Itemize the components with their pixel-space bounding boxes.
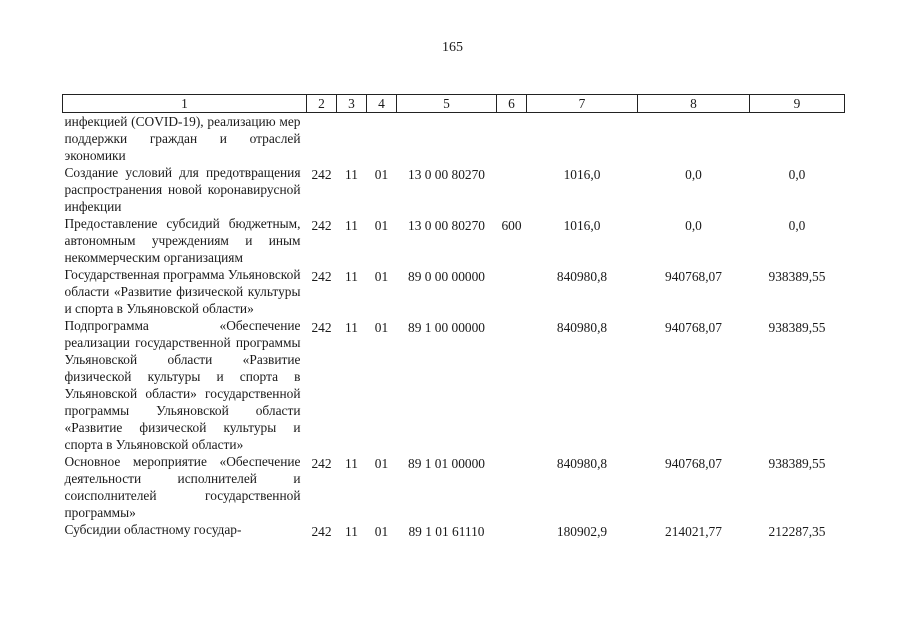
cell-amount-9 [750, 113, 845, 165]
col-header-7: 7 [527, 95, 638, 113]
row-description: Создание условий для предотвращения распространения новой коронавирусной инфекции [64, 165, 301, 214]
cell-amount-8: 940768,07 [665, 320, 722, 335]
cell-amount-9: 0,0 [788, 167, 806, 182]
cell-target-article: 89 1 01 61110 [408, 524, 485, 539]
cell-amount-7: 180902,9 [556, 524, 608, 539]
col-header-1: 1 [63, 95, 307, 113]
row-description: Государственная программа Ульяновской области «Развитие физической культуры и спорта в Ульяновской области» [64, 267, 301, 316]
cell-code-3: 11 [345, 218, 358, 233]
col-header-4: 4 [367, 95, 397, 113]
cell-code-4: 01 [374, 218, 389, 233]
cell-amount-7: 1016,0 [563, 218, 601, 233]
cell-amount-8: 940768,07 [665, 456, 722, 471]
col-header-9: 9 [750, 95, 845, 113]
cell-amount-8 [638, 113, 750, 165]
cell-amount-8: 214021,77 [665, 524, 722, 539]
cell-amount-7: 1016,0 [563, 167, 601, 182]
col-header-5: 5 [397, 95, 497, 113]
cell-amount-7: 840980,8 [556, 320, 608, 335]
cell-code-3: 11 [345, 167, 358, 182]
cell-code-4 [367, 113, 397, 165]
cell-expense-type [497, 164, 527, 215]
cell-code-2 [307, 113, 337, 165]
table-row [63, 164, 845, 215]
cell-amount-9: 938389,55 [768, 269, 826, 284]
cell-target-article [397, 113, 497, 165]
col-header-2: 2 [307, 95, 337, 113]
cell-amount-8: 0,0 [685, 167, 702, 182]
col-header-8: 8 [638, 95, 750, 113]
cell-code-2: 242 [311, 218, 332, 233]
cell-amount-9: 212287,35 [768, 524, 826, 539]
cell-amount-9: 938389,55 [768, 456, 826, 471]
table-row [63, 266, 845, 317]
cell-target-article: 89 0 00 00000 [408, 269, 485, 284]
table-row [63, 113, 845, 165]
row-description: Субсидии областному государ- [64, 522, 242, 537]
cell-code-3: 11 [345, 456, 358, 471]
cell-code-3: 11 [345, 269, 358, 284]
cell-code-3: 11 [345, 320, 358, 335]
row-description: Предоставление субсидий бюджетным, автономным учреждениям и иным некоммерческим организациям [64, 216, 301, 265]
cell-code-2: 242 [311, 269, 332, 284]
row-description: инфекцией (COVID-19), реализацию мер поддержки граждан и отраслей экономики [64, 114, 301, 163]
cell-target-article: 89 1 01 00000 [408, 456, 485, 471]
cell-amount-8: 940768,07 [665, 269, 722, 284]
cell-amount-7 [527, 113, 638, 165]
table-row [63, 317, 845, 453]
cell-expense-type [497, 317, 527, 453]
row-description: Подпрограмма «Обеспечение реализации государственной программы Ульяновской области «Развитие физической культуры и спорта в Ульяновской области» государственной программы Ульяновской области «Развитие физической культуры и спорта в Ульяновской области» [64, 318, 301, 452]
cell-expense-type [497, 453, 527, 521]
cell-code-4: 01 [374, 456, 389, 471]
page-number: 165 [442, 40, 463, 55]
col-header-3: 3 [337, 95, 367, 113]
row-description: Основное мероприятие «Обеспечение деятельности исполнителей и соисполнителей государственной программы» [64, 454, 301, 520]
cell-expense-type [497, 266, 527, 317]
cell-target-article: 13 0 00 80270 [408, 218, 485, 233]
cell-code-3 [337, 113, 367, 165]
budget-table [62, 94, 845, 540]
cell-code-2: 242 [311, 524, 332, 539]
cell-target-article: 89 1 00 00000 [408, 320, 485, 335]
cell-code-2: 242 [311, 456, 332, 471]
cell-code-4: 01 [374, 269, 389, 284]
cell-code-3: 11 [345, 524, 358, 539]
cell-expense-type: 600 [501, 218, 522, 233]
cell-amount-7: 840980,8 [556, 269, 608, 284]
cell-amount-8: 0,0 [685, 218, 702, 233]
cell-expense-type [497, 521, 527, 540]
cell-code-4: 01 [374, 320, 389, 335]
cell-code-2: 242 [311, 167, 332, 182]
cell-code-4: 01 [374, 167, 389, 182]
cell-target-article: 13 0 00 80270 [408, 167, 485, 182]
col-header-6: 6 [497, 95, 527, 113]
cell-expense-type [497, 113, 527, 165]
table-header-row [63, 95, 845, 113]
cell-amount-9: 0,0 [788, 218, 806, 233]
cell-amount-7: 840980,8 [556, 456, 608, 471]
cell-code-4: 01 [374, 524, 389, 539]
table-row [63, 215, 845, 266]
table-row [63, 453, 845, 521]
cell-amount-9: 938389,55 [768, 320, 826, 335]
cell-code-2: 242 [311, 320, 332, 335]
table-row [63, 521, 845, 540]
